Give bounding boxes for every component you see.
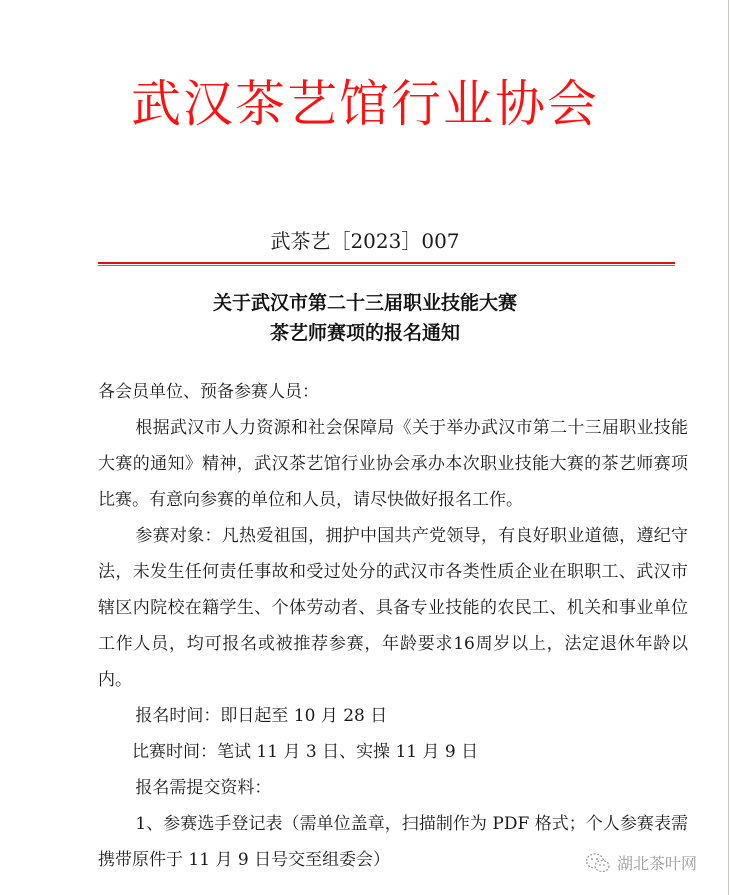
organization-title: 武汉茶艺馆行业协会 [131,75,599,133]
document-heading [0,288,730,348]
paragraph-eligibility: 参赛对象：凡热爱祖国，拥护中国共产党领导，有良好职业道德，遵纪守法，未发生任何责任事故和受过处分的武汉市各类性质企业在职职工、武汉市辖区内院校在籍学生、个体劳动者、具备专业技能的农民工、机关和事业单位工作人员，均可报名或被推荐参赛，年龄要求16周岁以上，法定退休年龄以内。 [98,526,688,690]
paragraph-required-materials: 报名需提交资料： [135,778,272,798]
source-watermark [585,851,697,874]
heading-line-2: 茶艺师赛项的报名通知 [269,322,460,344]
paragraph-registration-time: 报名时间：即日起至 10 月 28 日 [135,706,388,726]
watermark-label: 湖北茶叶网 [617,854,698,873]
paragraph-competition-time: 比赛时间：笔试 11 月 3 日、实操 11 月 9 日 [132,742,479,762]
document-body [98,374,688,878]
red-rule-thin [98,265,675,266]
document-number: 武茶艺［2023］007 [270,229,460,253]
salutation: 各会员单位、预备参赛人员： [98,382,319,402]
wechat-icon [585,852,611,874]
paragraph-material-item-1: 1、参赛选手登记表（需单位盖章，扫描制作为 PDF 格式；个人参赛表需携带原件于 11 月 9 日号交至组委会） [98,814,688,870]
red-header-rule [98,262,675,267]
heading-line-1: 关于武汉市第二十三届职业技能大赛 [212,292,517,314]
paragraph-basis: 根据武汉市人力资源和社会保障局《关于举办武汉市第二十三届职业技能大赛的通知》精神，武汉茶艺馆行业协会承办本次职业技能大赛的茶艺师赛项比赛。有意向参赛的单位和人员，请尽快做好报名工作。 [98,418,688,510]
